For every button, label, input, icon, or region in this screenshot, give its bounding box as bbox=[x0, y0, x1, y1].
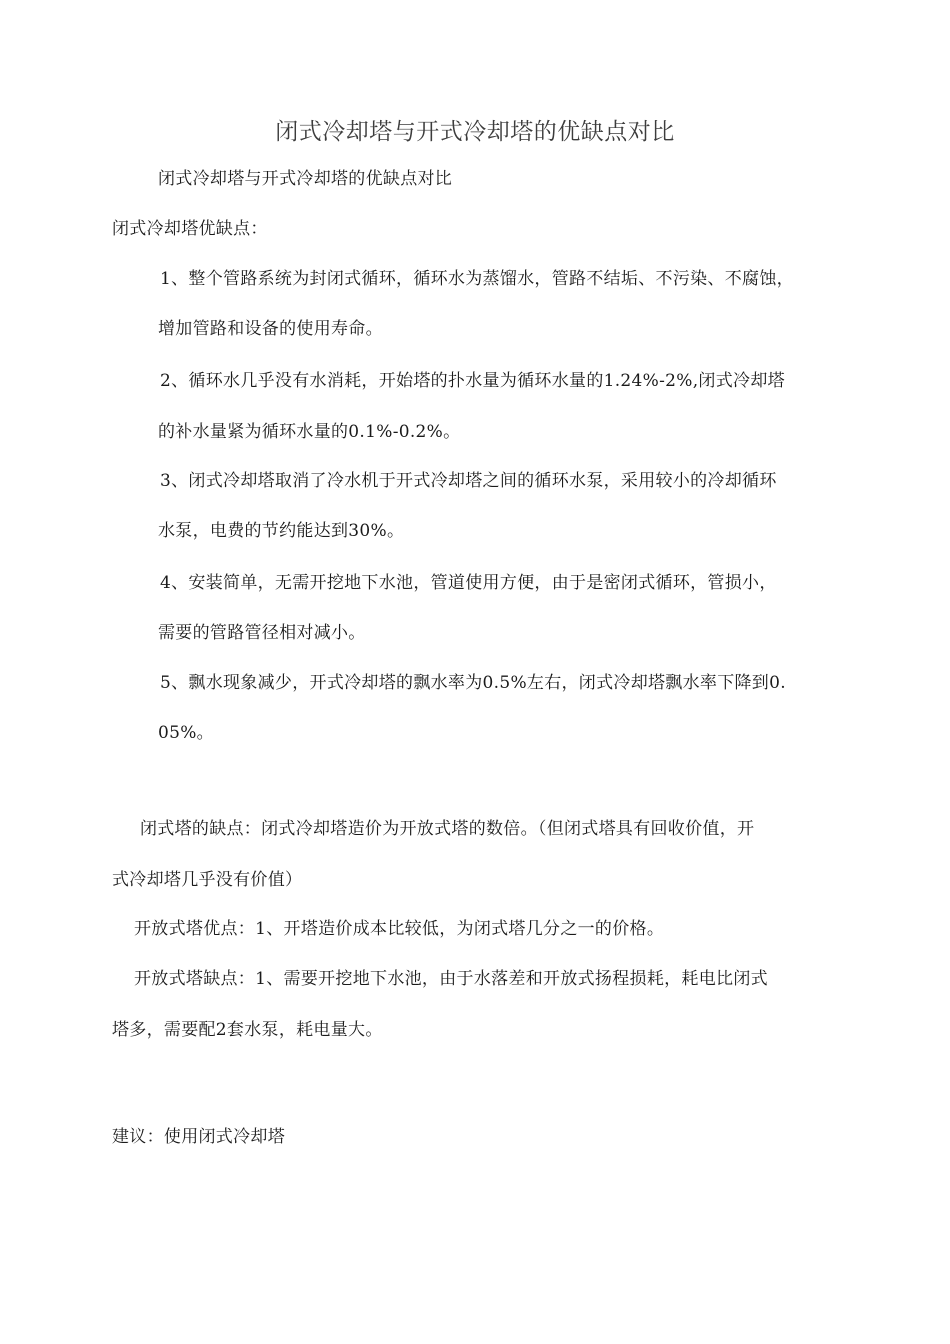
list-item-line: 2、循环水几乎没有水消耗，开始塔的扑水量为循环水量的1.24%-2%,闭式冷却塔 bbox=[160, 371, 785, 391]
document-title: 闭式冷却塔与开式冷却塔的优缺点对比 bbox=[275, 119, 675, 145]
list-item-line: 1、整个管路系统为封闭式循环，循环水为蒸馏水，管路不结垢、不污染、不腐蚀， bbox=[160, 269, 794, 289]
list-item-line: 4、安装简单，无需开挖地下水池，管道使用方便，由于是密闭式循环，管损小， bbox=[160, 573, 777, 593]
list-item-line: 水泵，电费的节约能达到30%。 bbox=[158, 521, 405, 541]
list-item-line: 增加管路和设备的使用寿命。 bbox=[158, 319, 383, 339]
closed-tower-disadvantages-cont: 式冷却塔几乎没有价值） bbox=[112, 870, 303, 890]
open-tower-disadvantages-cont: 塔多，需要配2套水泵，耗电量大。 bbox=[112, 1020, 383, 1040]
closed-tower-heading: 闭式冷却塔优缺点： bbox=[112, 219, 268, 239]
list-item-line: 3、闭式冷却塔取消了冷水机于开式冷却塔之间的循环水泵，采用较小的冷却循环 bbox=[160, 471, 777, 491]
closed-tower-disadvantages: 闭式塔的缺点：闭式冷却塔造价为开放式塔的数倍。（但闭式塔具有回收价值，开 bbox=[140, 819, 755, 839]
open-tower-advantages: 开放式塔优点：1、开塔造价成本比较低，为闭式塔几分之一的价格。 bbox=[134, 919, 665, 939]
open-tower-disadvantages: 开放式塔缺点：1、需要开挖地下水池，由于水落差和开放式扬程损耗，耗电比闭式 bbox=[134, 969, 768, 989]
list-item-line: 05%。 bbox=[158, 723, 214, 743]
recommendation: 建议：使用闭式冷却塔 bbox=[112, 1127, 285, 1147]
document-subtitle: 闭式冷却塔与开式冷却塔的优缺点对比 bbox=[158, 169, 453, 189]
list-item-line: 需要的管路管径相对减小。 bbox=[158, 623, 366, 643]
list-item-line: 的补水量紧为循环水量的0.1%-0.2%。 bbox=[158, 422, 461, 442]
list-item-line: 5、飘水现象减少，开式冷却塔的飘水率为0.5%左右，闭式冷却塔飘水率下降到0. bbox=[160, 673, 786, 693]
